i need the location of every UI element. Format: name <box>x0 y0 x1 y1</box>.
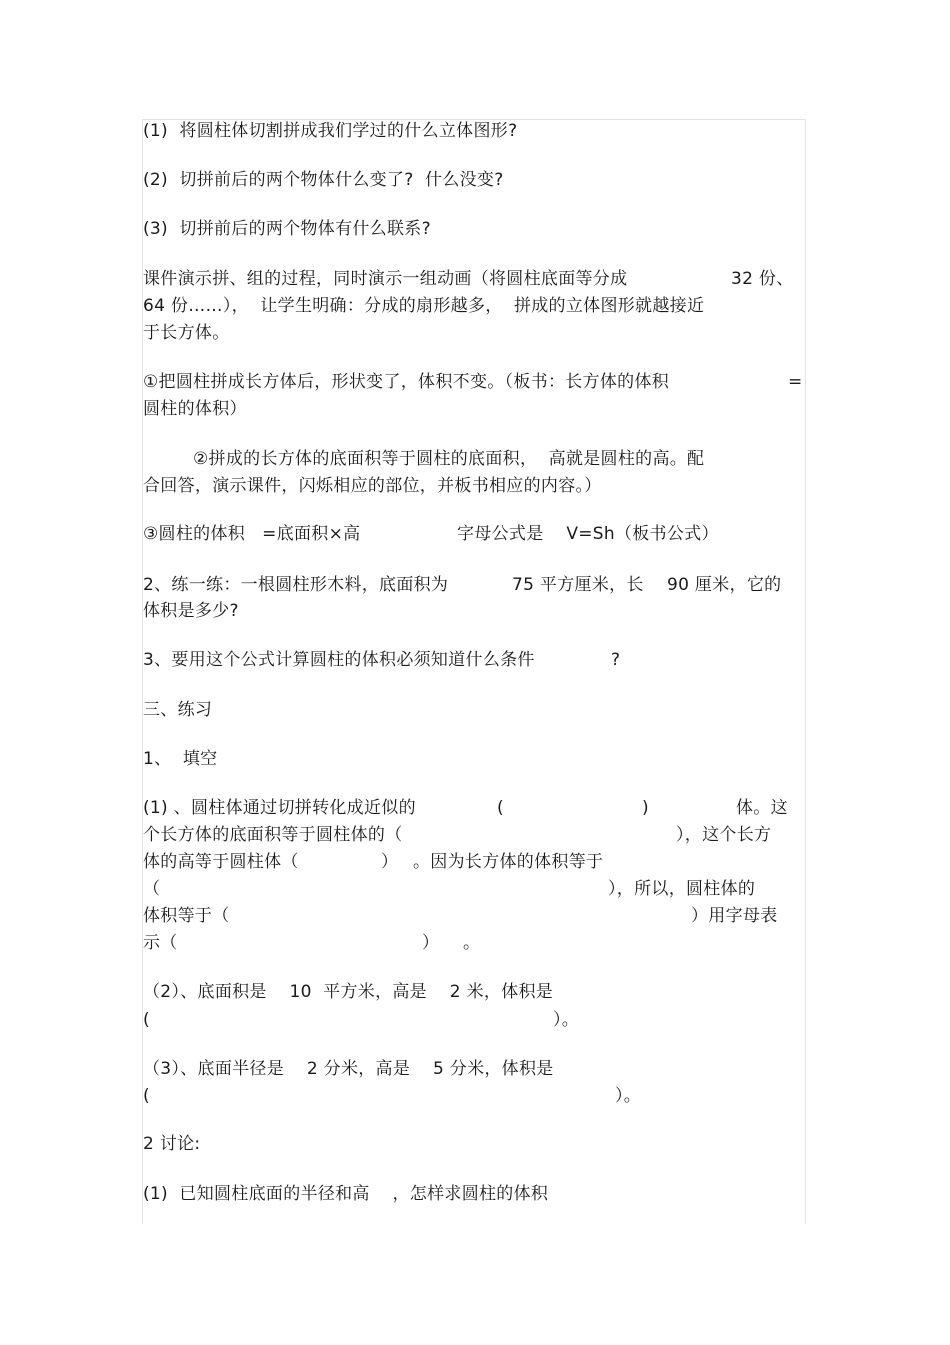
fill-2-open-paren: ( <box>143 1010 150 1030</box>
fill-1-line-5: 体积等于（ <box>143 906 230 926</box>
fill-1-line-3-end: 。因为长方体的体积等于 <box>413 852 604 872</box>
fill-3-close-paren: ）。 <box>615 1086 642 1106</box>
fill-1-line-2: 个长方体的底面积等于圆柱体的（ <box>143 825 403 845</box>
fill-in-heading: 1、 填空 <box>143 749 218 769</box>
fill-1-line-1: (1) 、圆柱体通过切拼转化成近似的 <box>143 798 416 818</box>
question-2: (2) 切拼前后的两个物体什么变了? 什么没变? <box>143 170 504 190</box>
fill-1-line-5-end: ）用字母表 <box>691 906 778 926</box>
fill-1-line-6: 示（ <box>143 933 178 953</box>
fill-1-line-3: 体的高等于圆柱体（ <box>143 852 299 872</box>
conclusion-2-line-2: 合回答，演示课件，闪烁相应的部位，并板书相应的内容。） <box>143 476 602 496</box>
discussion-heading: 2 讨论: <box>143 1134 201 1154</box>
fill-1-line-6-paren: ） <box>422 933 440 953</box>
practice-2-area: 75 平方厘米，长 <box>512 575 644 595</box>
conclusion-3-letter-formula: 字母公式是 V=Sh（板书公式） <box>457 524 719 544</box>
discussion-1: (1) 已知圆柱底面的半径和高 ，怎样求圆柱的体积 <box>143 1184 549 1204</box>
fill-1-line-4-end: ），所以，圆柱体的 <box>608 879 756 899</box>
demo-line-2: 64 份……）， 让学生明确：分成的扇形越多， 拼成的立体图形就越接近 <box>143 296 705 316</box>
practice-3-question-mark: ? <box>611 650 621 670</box>
section-3-heading: 三、练习 <box>143 700 213 720</box>
fill-2-close-paren: ）。 <box>553 1010 580 1030</box>
fill-3-line-1: （3）、底面半径是 2 分米，高是 5 分米，体积是 <box>143 1059 554 1079</box>
conclusion-1-line-1: ①把圆柱拼成长方体后，形状变了，体积不变。（板书：长方体的体积 <box>143 372 670 392</box>
fill-1-close-paren: ) <box>642 798 649 818</box>
practice-2-length: 90 厘米，它的 <box>667 575 782 595</box>
fill-3-open-paren: ( <box>143 1086 150 1106</box>
fill-2-line-1: （2）、底面积是 10 平方米，高是 2 米，体积是 <box>143 982 554 1002</box>
fill-1-line-6-end: 。 <box>463 933 481 953</box>
fill-1-line-3-paren: ） <box>381 852 399 872</box>
question-1: (1) 将圆柱体切割拼成我们学过的什么立体图形? <box>143 121 518 141</box>
conclusion-2-line-1: ②拼成的长方体的底面积等于圆柱的底面积， 高就是圆柱的高。配 <box>193 449 705 469</box>
fill-1-line-4: （ <box>143 879 161 899</box>
demo-line-3: 于长方体。 <box>143 323 230 343</box>
demo-line-1-end: 32 份、 <box>731 269 794 289</box>
conclusion-3-formula: ③圆柱的体积 =底面积×高 <box>143 524 361 544</box>
fill-1-open-paren: ( <box>497 798 504 818</box>
demo-line-1: 课件演示拼、组的过程，同时演示一组动画（将圆柱底面等分成 <box>143 269 628 289</box>
practice-2-line-1: 2、练一练：一根圆柱形木料，底面积为 <box>143 575 449 595</box>
conclusion-1-line-2: 圆柱的体积） <box>143 399 247 419</box>
question-3: (3) 切拼前后的两个物体有什么联系? <box>143 219 431 239</box>
fill-1-line-1-end: 体。这 <box>736 798 788 818</box>
practice-2-line-2: 体积是多少? <box>143 601 239 621</box>
practice-3: 3、要用这个公式计算圆柱的体积必须知道什么条件 <box>143 650 535 670</box>
conclusion-1-equals: = <box>788 372 803 392</box>
fill-1-line-2-end: ），这个长方 <box>676 825 772 845</box>
